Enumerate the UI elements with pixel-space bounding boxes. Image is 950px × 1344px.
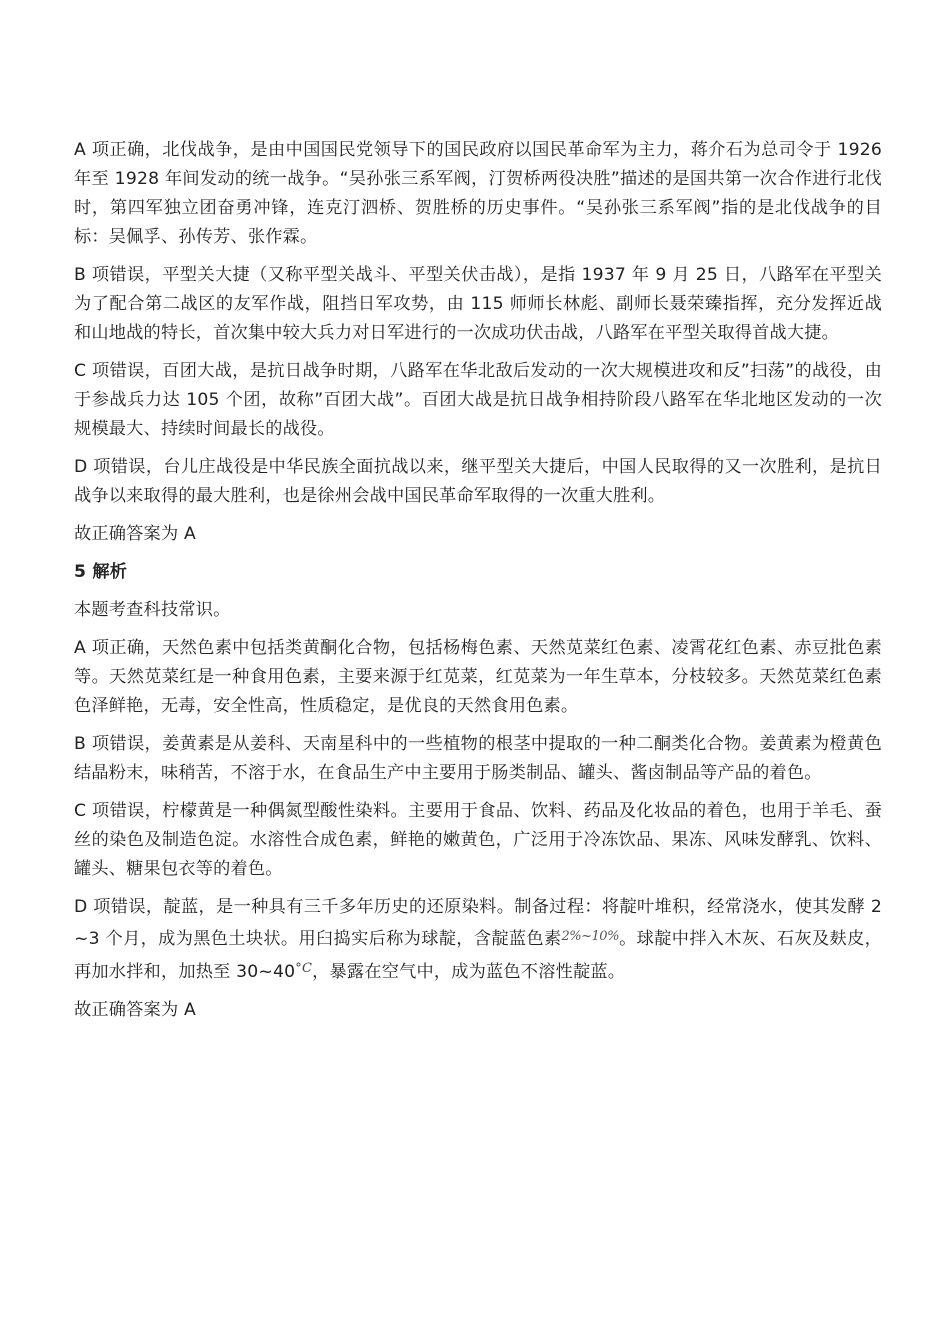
- document-page: [74, 136, 882, 1034]
- s4-option-d: D 项错误，台儿庄战役是中华民族全面抗战以来，继平型关大捷后，中国人民取得的又一次胜利，是抗日战争以来取得的最大胜利，也是徐州会战中国民革命军取得的一次重大胜利。: [74, 457, 882, 506]
- s5-option-d-text-1: D 项错误，靛蓝，是一种具有三千多年历史的还原染料。制备过程：将靛叶堆积，经常浇水，使其发酵 2~3 个月，成为黑色土块状。用臼捣实后称为球靛，含靛蓝色素: [74, 897, 882, 949]
- s4-option-a: A 项正确，北伐战争，是由中国国民党领导下的国民政府以国民革命军为主力，蒋介石为总司令于 1926 年至 1928 年间发动的统一战争。“吴孙张三系军阀，汀贺桥两役决胜”描述的是国共第一次合作进行北伐时，第四军独立团奋勇冲锋，连克汀泗桥、贺胜桥的历史事件。“吴孙张三系军阀”指的是北伐战争的目标：吴佩孚、孙传芳、张作霖。: [74, 140, 882, 247]
- percentage-formula: 2%~10%: [561, 929, 619, 944]
- s4-answer: 故正确答案为 A: [74, 524, 196, 544]
- s5-option-a: A 项正确，天然色素中包括类黄酮化合物，包括杨梅色素、天然苋菜红色素、凌霄花红色素、赤豆批色素等。天然苋菜红是一种食用色素，主要来源于红苋菜，红苋菜为一年生草本，分枝较多。天然苋菜红色素色泽鲜艳，无毒，安全性高，性质稳定，是优良的天然食用色素。: [74, 638, 883, 716]
- s5-option-b: B 项错误，姜黄素是从姜科、天南星科中的一些植物的根茎中提取的一种二酮类化合物。姜黄素为橙黄色结晶粉末，味稍苦，不溶于水，在食品生产中主要用于肠类制品、罐头、酱卤制品等产品的着色。: [74, 734, 882, 783]
- s4-option-b: B 项错误，平型关大捷（又称平型关战斗、平型关伏击战），是指 1937 年 9 月 25 日，八路军在平型关为了配合第二战区的友军作战，阻挡日军攻势，由 115 师师长林彪、副师长聂荣臻指挥，充分发挥近战和山地战的特长，首次集中较大兵力对日军进行的一次成功伏击战，八路军在平型关取得首战大捷。: [74, 265, 882, 343]
- s5-option-d: [74, 893, 882, 987]
- temperature-unit: °C: [295, 961, 313, 976]
- s4-option-c: C 项错误，百团大战，是抗日战争时期，八路军在华北敌后发动的一次大规模进攻和反”扫荡”的战役，由于参战兵力达 105 个团，故称”百团大战”。百团大战是抗日战争相持阶段八路军在华北地区发动的一次规模最大、持续时间最长的战役。: [74, 361, 882, 439]
- s5-option-d-text-2: 。球靛中拌入木灰、石灰及麸皮，再加水拌和，加热至 30~40: [74, 929, 882, 982]
- s5-heading: 5 解析: [74, 562, 128, 582]
- s5-intro: 本题考查科技常识。: [74, 600, 231, 620]
- s5-option-d-text-3: ，暴露在空气中，成为蓝色不溶性靛蓝。: [312, 962, 626, 982]
- s5-answer: 故正确答案为 A: [74, 1000, 196, 1020]
- s5-option-c: C 项错误，柠檬黄是一种偶氮型酸性染料。主要用于食品、饮料、药品及化妆品的着色，也用于羊毛、蚕丝的染色及制造色淀。水溶性合成色素，鲜艳的嫩黄色，广泛用于冷冻饮品、果冻、风味发酵乳、饮料、罐头、糖果包衣等的着色。: [74, 801, 882, 879]
